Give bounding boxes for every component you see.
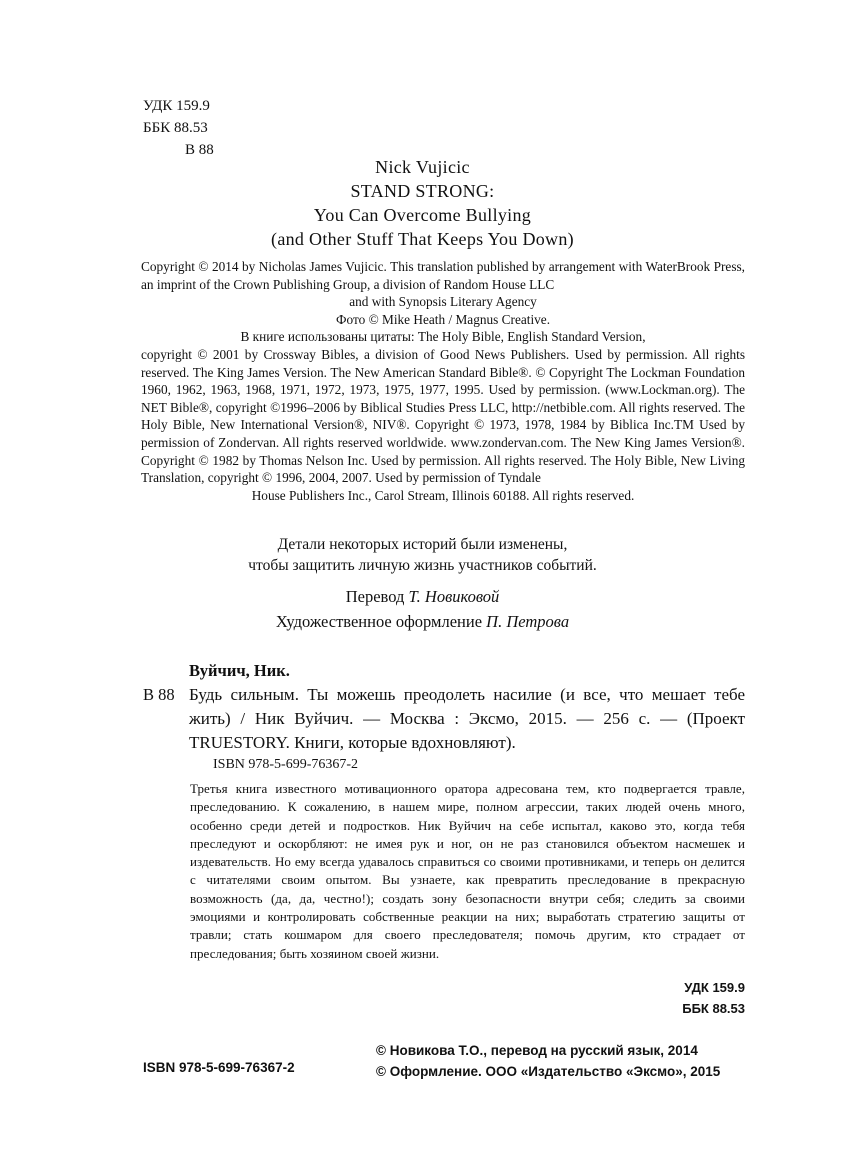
footer-isbn: ISBN 978-5-699-76367-2 xyxy=(143,1060,295,1075)
credits xyxy=(150,584,695,634)
bbk-code: ББК 88.53 xyxy=(143,120,208,136)
design-label: Художественное оформление xyxy=(275,612,483,631)
catalog-description xyxy=(189,683,745,755)
translation-label: Перевод xyxy=(345,587,405,606)
catalog-bbk: ББК 88.53 xyxy=(682,1001,745,1016)
copyright-p2-end: House Publishers Inc., Carol Stream, Illinois 60188. All rights reserved. xyxy=(251,487,635,503)
annotation-text: Третья книга известного мотивационного оратора адресована тем, кто подвергается травле, преследованию. К сожалению, в нашем мире, полном агрессии, таких людей очень много, особенно среди детей и подростков. Ник Вуйчич на себе испытал, каково это, когда тебя преследуют и оскорбляют: не имея рук и ног, он не раз становился объектом насмешек и издевательств. Но ему всегда удавалось справиться со своими противниками, и теперь он делится с читателями своим опытом. Вы узнаете, как превратить преследование в прекрасную возможность (да, да, честно!); создать зону безопасности внутри себя; следить за своими эмоциями и контролировать собственные реакции на них; выработать стратегию защиты от травли; стать кошмаром для своего преследователя; помочь другим, кто страдает от преследования; быть хозяином своей жизни. xyxy=(190,781,745,961)
design-credit xyxy=(150,609,695,634)
original-subtitle-2: (and Other Stuff That Keeps You Down) xyxy=(271,229,574,249)
classification-codes xyxy=(143,95,214,161)
translation-credit xyxy=(150,584,695,609)
privacy-note xyxy=(150,534,695,576)
copyright-p1: Copyright © 2014 by Nicholas James Vujicic. This translation published by arrangement with WaterBrook Press, an imprint of the Crown Publishing Group, a division of Random House LLC xyxy=(141,259,745,292)
quotes-intro: В книге использованы цитаты: The Holy Bible, English Standard Version, xyxy=(240,329,646,345)
catalog-code: В 88 xyxy=(143,685,175,704)
original-subtitle-1: You Can Overcome Bullying xyxy=(313,205,532,225)
footer-rights xyxy=(376,1040,720,1082)
privacy-note-line-2: чтобы защитить личную жизнь участников событий. xyxy=(248,557,597,574)
translator-name: Т. Новиковой xyxy=(408,587,500,606)
catalog-author-heading: Вуйчич, Ник. xyxy=(189,661,290,680)
author-mark: В 88 xyxy=(185,142,214,158)
designer-name: П. Петрова xyxy=(486,612,570,631)
udk-code: УДК 159.9 xyxy=(143,98,210,114)
photo-credit: Фото © Mike Heath / Magnus Creative. xyxy=(335,311,551,327)
original-title: STAND STRONG: xyxy=(350,181,495,201)
rights-design: © Оформление. ООО «Издательство «Эксмо», 2015 xyxy=(376,1064,721,1079)
original-author: Nick Vujicic xyxy=(375,157,470,177)
catalog-description-text: Будь сильным. Ты можешь преодолеть насилие (и все, что мешает тебе жить) / Ник Вуйчич. — Москва : Эксмо, 2015. — 256 с. — (Проект TRUESTORY. Книги, которые вдохновляют). xyxy=(189,685,745,752)
catalog-isbn: ISBN 978-5-699-76367-2 xyxy=(213,757,359,772)
annotation xyxy=(190,780,745,963)
copyright-block xyxy=(141,258,745,504)
privacy-note-line-1: Детали некоторых историй были изменены, xyxy=(277,536,568,553)
catalog-udk: УДК 159.9 xyxy=(684,980,745,995)
copyright-p1-end: and with Synopsis Literary Agency xyxy=(349,294,537,310)
original-edition xyxy=(200,155,645,251)
rights-translation: © Новикова Т.О., перевод на русский язык, 2014 xyxy=(376,1043,698,1058)
copyright-p2: copyright © 2001 by Crossway Bibles, a division of Good News Publishers. Used by permission. All rights reserved. The King James Version. The New American Standard Bible®. © Copyright The Lockman Foundation 1960, 1962, 1963, 1968, 1971, 1972, 1973, 1975, 1977, 1995. Used by permission. (www.Lockman.org). The NET Bible®, copyright ©1996–2006 by Biblical Studies Press LLC, http://netbible.com. All rights reserved. The Holy Bible, New International Version®, NIV®. Copyright © 1973, 1978, 1984 by Biblica Inc.TM Used by permission of Zondervan. All rights reserved worldwide. www.zondervan.com. The New King James Version®. Copyright © 1982 by Thomas Nelson Inc. Used by permission. All rights reserved. The Holy Bible, New Living Translation, copyright © 1996, 2004, 2007. Used by permission of Tyndale xyxy=(141,346,745,486)
catalog-codes xyxy=(600,977,745,1019)
